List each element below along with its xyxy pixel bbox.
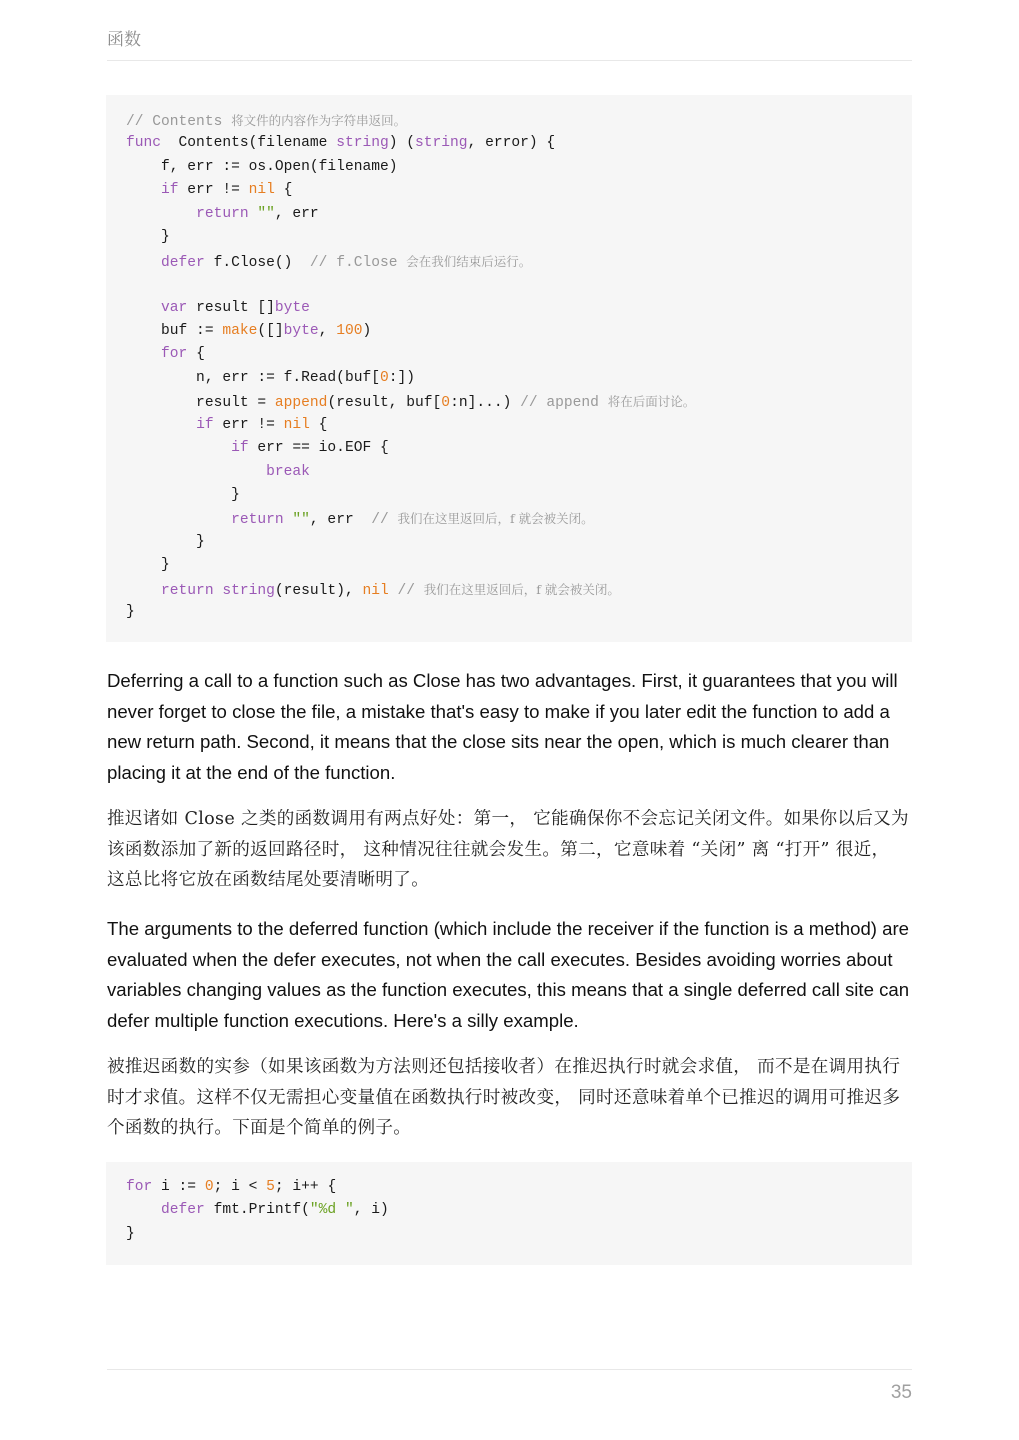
code-token: 会在我们结束后运行。 [406,253,532,269]
code-token: "" [257,205,275,222]
code-token: } [126,1225,135,1242]
code-line [126,531,912,554]
code-token: buf := [126,322,223,339]
code-token: , i) [353,1202,389,1219]
code-token: func [126,135,162,152]
page-number: 35 [890,1382,912,1403]
code-line [126,367,912,390]
code-line [126,250,912,273]
code-token: fmt.Printf( [204,1202,310,1219]
chapter-title: 函数 [107,30,141,50]
code-token: for [126,1179,153,1195]
code-token: (result, buf[ [327,395,442,412]
code-token: , err [309,512,372,529]
code-token: if [161,182,179,199]
code-token [126,440,231,456]
code-token: 100 [336,322,363,339]
code-token: if [196,416,214,433]
code-token: 0 [204,1179,214,1195]
code-token [126,300,161,316]
code-token: 将在后面讨论。 [607,394,696,410]
code-line [126,1199,912,1222]
code-token: ) [362,322,372,339]
code-token: , err [274,205,319,222]
code-token: // [397,582,424,599]
code-token: Contents(filename [161,135,337,152]
code-token: } [126,604,135,621]
code-token [126,583,161,599]
code-line [126,226,912,249]
code-token: 我们在这里返回后，f 就会被关闭。 [423,581,620,597]
code-token: i := [152,1179,205,1195]
code-token: ; i++ { [274,1179,337,1195]
code-token: break [266,463,310,480]
code-token: { [309,416,328,433]
code-token: nil [362,582,389,599]
code-line [126,1223,912,1246]
code-token: 我们在这里返回后，f 就会被关闭。 [397,511,594,527]
code-token: defer [161,254,205,271]
code-token: (result), [274,582,363,599]
code-token: :]) [388,369,416,386]
code-token: for [161,346,188,363]
code-token: 0 [441,395,451,412]
code-token: ; i < [213,1179,267,1195]
code-token [126,346,161,362]
code-token: err != [213,416,284,433]
code-token: { [274,182,293,199]
code-line [126,437,912,460]
code-token [126,206,196,222]
page-header [107,22,912,61]
code-token [126,512,231,528]
code-token: :n]...) [450,395,521,412]
code-line [126,601,912,624]
code-line [126,109,912,132]
code-token: , error) { [467,135,556,152]
code-token: 将文件的内容作为字符串返回。 [231,113,407,128]
code-token: } [126,557,170,574]
code-line [126,1176,912,1199]
code-token [126,182,161,198]
code-token: } [126,487,240,503]
code-line [126,578,912,601]
code-token [126,464,266,480]
code-token: return [196,205,249,222]
page-footer [107,1369,912,1403]
code-token: { [187,346,205,363]
paragraph-defer-arguments-en: The arguments to the deferred function (which include the receiver if the function is a method) are evaluated when the defer executes, not when the call executes. Besides avoiding worries about variables changing values as the function executes, this means that a single deferred call site can defer multiple function executions. Here's a silly example. [107,918,910,1031]
code-token: "%d " [309,1202,354,1219]
code-token: defer [161,1202,205,1219]
code-line [126,297,912,320]
code-token [389,583,398,599]
code-line [126,461,912,484]
code-token: byte [283,322,319,339]
code-token: nil [248,182,275,199]
paragraph-defer-advantages-zh: 推迟诸如 Close 之类的函数调用有两点好处：第一， 它能确保你不会忘记关闭文件。如果你以后又为该函数添加了新的返回路径时， 这种情况往往就会发生。第二，它意味着 “关闭” 离 “打开” 很近， 这总比将它放在函数结尾处要清晰明了。 [107,809,909,891]
code-line [126,554,912,577]
code-token: string [222,582,275,599]
code-token: } [126,229,170,246]
code-block-contents [106,95,912,642]
code-token: 0 [379,369,389,386]
code-line [126,156,912,179]
code-token: append [274,395,328,412]
code-line [126,390,912,413]
code-token: byte [274,299,310,316]
code-token: // append [520,395,608,412]
code-token: return [231,512,284,529]
code-token: err == io.EOF { [248,440,389,457]
code-line [126,179,912,202]
code-token: n, err := f.Read(buf[ [126,369,380,386]
paragraph-defer-arguments-zh: 被推迟函数的实参（如果该函数为方法则还包括接收者）在推迟执行时就会求值， 而不是在调用执行时才求值。这样不仅无需担心变量值在函数执行时被改变， 同时还意味着单个已推迟的调用可推迟多个函数的执行。下面是个简单的例子。 [107,1057,901,1139]
code-line [126,414,912,437]
code-token: result = [126,395,275,412]
code-line [126,484,912,507]
code-token: ) ( [388,135,416,152]
code-token: // [371,512,398,529]
code-token: string [336,135,389,152]
code-token: , [318,322,337,339]
code-token: string [415,135,468,152]
code-token [126,417,196,433]
code-token: ([] [257,322,284,339]
code-token: if [231,440,249,457]
code-line [126,273,912,296]
code-line [126,507,912,530]
code-token: return [161,582,214,599]
code-token: make [222,322,258,339]
code-token: err != [178,182,249,199]
code-token: f.Close() [204,254,310,271]
code-token: // Contents [126,114,232,130]
code-token: var [161,299,188,316]
code-line [126,343,912,366]
code-token: f, err := os.Open(filename) [126,158,398,175]
code-token: "" [292,512,310,529]
code-token: // f.Close [309,254,407,271]
code-token [126,1202,161,1218]
code-line [126,203,912,226]
code-block-defer-loop [106,1162,912,1265]
code-token [126,255,161,271]
code-line [126,132,912,155]
paragraph-defer-advantages-en: Deferring a call to a function such as Close has two advantages. First, it guarantees that you will never forget to close the file, a mistake that's easy to make if you later edit the function to add a new return path. Second, it means that the close sits near the open, which is much clearer than placing it at the end of the function. [107,670,898,783]
code-line [126,320,912,343]
code-token: nil [283,416,310,433]
code-token: result [] [187,299,275,316]
code-token: 5 [266,1179,275,1195]
code-token: } [126,533,205,550]
